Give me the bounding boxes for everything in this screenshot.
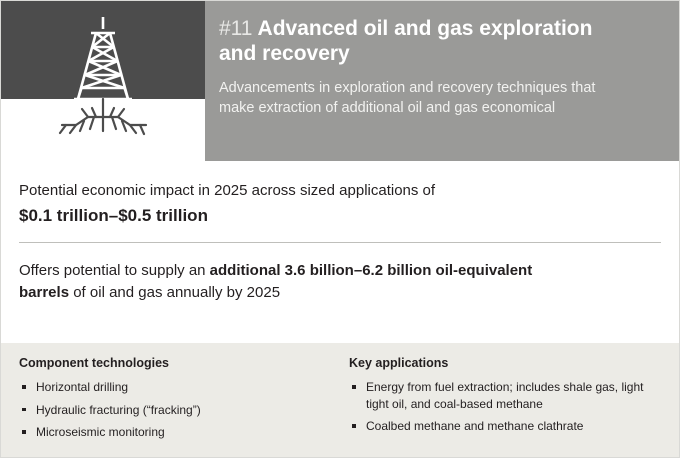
list-item: Hydraulic fracturing (“fracking”) (19, 402, 349, 419)
key-applications-column (349, 356, 661, 447)
card-title (219, 17, 661, 42)
list-item: Energy from fuel extraction; includes shale gas, light tight oil, and coal-based methane (349, 379, 661, 412)
supply-section (19, 243, 539, 319)
header-text (205, 1, 679, 161)
icon-panel (1, 1, 205, 161)
card-title-line2: and recovery (219, 41, 350, 65)
card-header (1, 1, 679, 161)
component-technologies-column (19, 356, 349, 447)
supply-prefix: Offers potential to supply an (19, 262, 210, 280)
card-body (1, 161, 679, 343)
supply-emphasis: additional 3.6 billion–6.2 billion oil-equivalent barrels (19, 262, 533, 301)
component-technologies-heading: Component technologies (19, 356, 169, 371)
card-subtitle: Advancements in exploration and recovery techniques that make extraction of additional oil and gas economical (219, 79, 596, 117)
key-applications-list (349, 379, 661, 435)
impact-lead: Potential economic impact in 2025 across sized applications of (19, 182, 436, 199)
card-number: #11 (219, 17, 253, 40)
list-item: Microseismic monitoring (19, 424, 349, 441)
card-title-line1: Advanced oil and gas exploration (257, 17, 593, 40)
list-item: Horizontal drilling (19, 379, 349, 396)
list-item: Coalbed methane and methane clathrate (349, 418, 661, 435)
impact-section (19, 161, 661, 243)
oil-derrick-icon (18, 13, 188, 153)
impact-value: $0.1 trillion–$0.5 trillion (19, 206, 208, 226)
key-applications-heading: Key applications (349, 356, 449, 371)
card-footer (1, 343, 679, 457)
component-technologies-list (19, 379, 349, 441)
supply-suffix: of oil and gas annually by 2025 (69, 283, 281, 301)
